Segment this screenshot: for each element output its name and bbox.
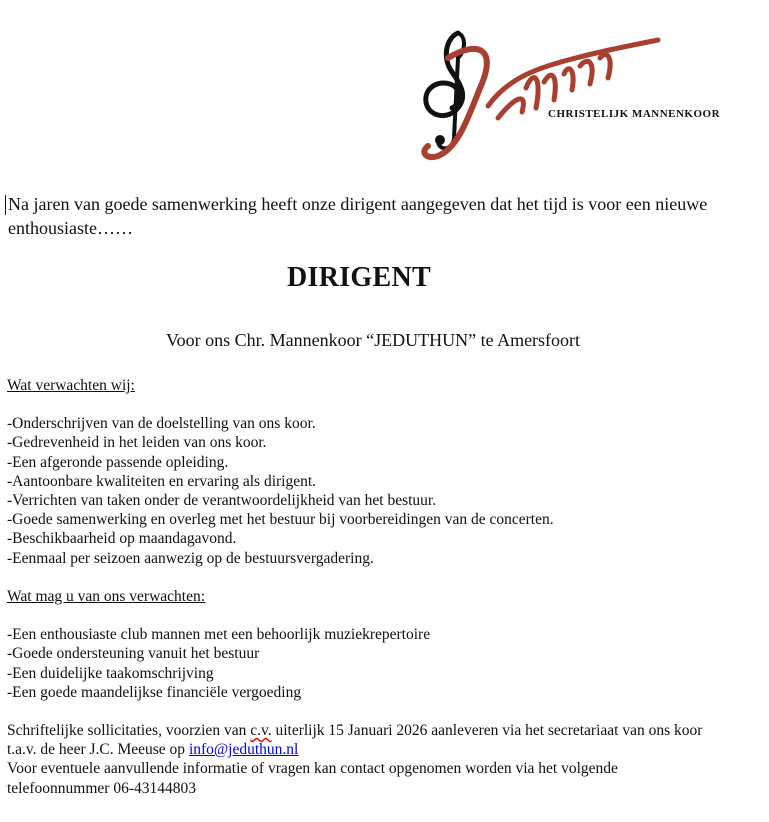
list-item: -Aantoonbare kwaliteiten en ervaring als dirigent.	[7, 472, 317, 490]
list-item: -Een afgeronde passende opleiding.	[7, 453, 229, 471]
cv-text: c.v.	[250, 722, 272, 739]
list-item: -Een goede maandelijkse financiële vergoeding	[7, 683, 302, 701]
logo-subtitle: CHRISTELIJK MANNENKOOR	[548, 108, 721, 120]
email-link[interactable]: info@jeduthun.nl	[188, 741, 299, 759]
list-item: -Eenmaal per seizoen aanwezig op de bestuursvergadering.	[7, 549, 374, 567]
text-cursor	[5, 195, 6, 215]
offer-heading: Wat mag u van ons verwachten:	[7, 588, 206, 605]
list-item: -Beschikbaarheid op maandagavond.	[7, 530, 237, 548]
list-item: -Goede samenwerking en overleg met het bestuur bij voorbereidingen van de concerten.	[7, 511, 554, 529]
page-subtitle: Voor ons Chr. Mannenkoor “JEDUTHUN” te Amersfoort	[165, 330, 581, 350]
intro-paragraph: Na jaren van goede samenwerking heeft onze dirigent aangegeven dat het tijd is voor een nieuwe enthousiaste……	[8, 194, 708, 238]
offer-list	[7, 625, 767, 702]
list-item: -Een enthousiaste club mannen met een behoorlijk muziekrepertoire	[7, 626, 431, 644]
expectations-section	[7, 376, 767, 568]
contact-line-1: Voor eventuele aanvullende informatie of vragen kan contact opgenomen worden via het volgende	[7, 760, 618, 778]
list-item: -Een duidelijke taakomschrijving	[7, 664, 214, 682]
contact-line-2: telefoonnummer 06-43144803	[7, 779, 196, 797]
application-text: Schriftelijke sollicitaties, voorzien van	[7, 722, 251, 739]
treble-clef-icon	[418, 28, 763, 162]
offer-section	[7, 587, 767, 702]
application-line-1	[7, 721, 767, 740]
expectations-heading: Wat verwachten wij:	[7, 377, 135, 394]
jeduthun-logo	[418, 28, 763, 162]
expectations-list	[7, 414, 767, 568]
list-item: -Onderschrijven van de doelstelling van ons koor.	[7, 415, 316, 433]
list-item: -Goede ondersteuning vanuit het bestuur	[7, 645, 260, 663]
page-title: DIRIGENT	[287, 262, 431, 293]
application-section	[7, 721, 767, 798]
list-item: -Gedrevenheid in het leiden van ons koor.	[7, 434, 267, 452]
recipient-text: t.a.v. de heer J.C. Meeuse op	[7, 741, 189, 759]
list-item: -Verrichten van taken onder de verantwoordelijkheid van het bestuur.	[7, 492, 437, 510]
application-line-2	[7, 740, 767, 759]
application-text: uiterlijk 15 Januari 2026 aanleveren via het secretariaat van ons koor	[271, 722, 703, 739]
